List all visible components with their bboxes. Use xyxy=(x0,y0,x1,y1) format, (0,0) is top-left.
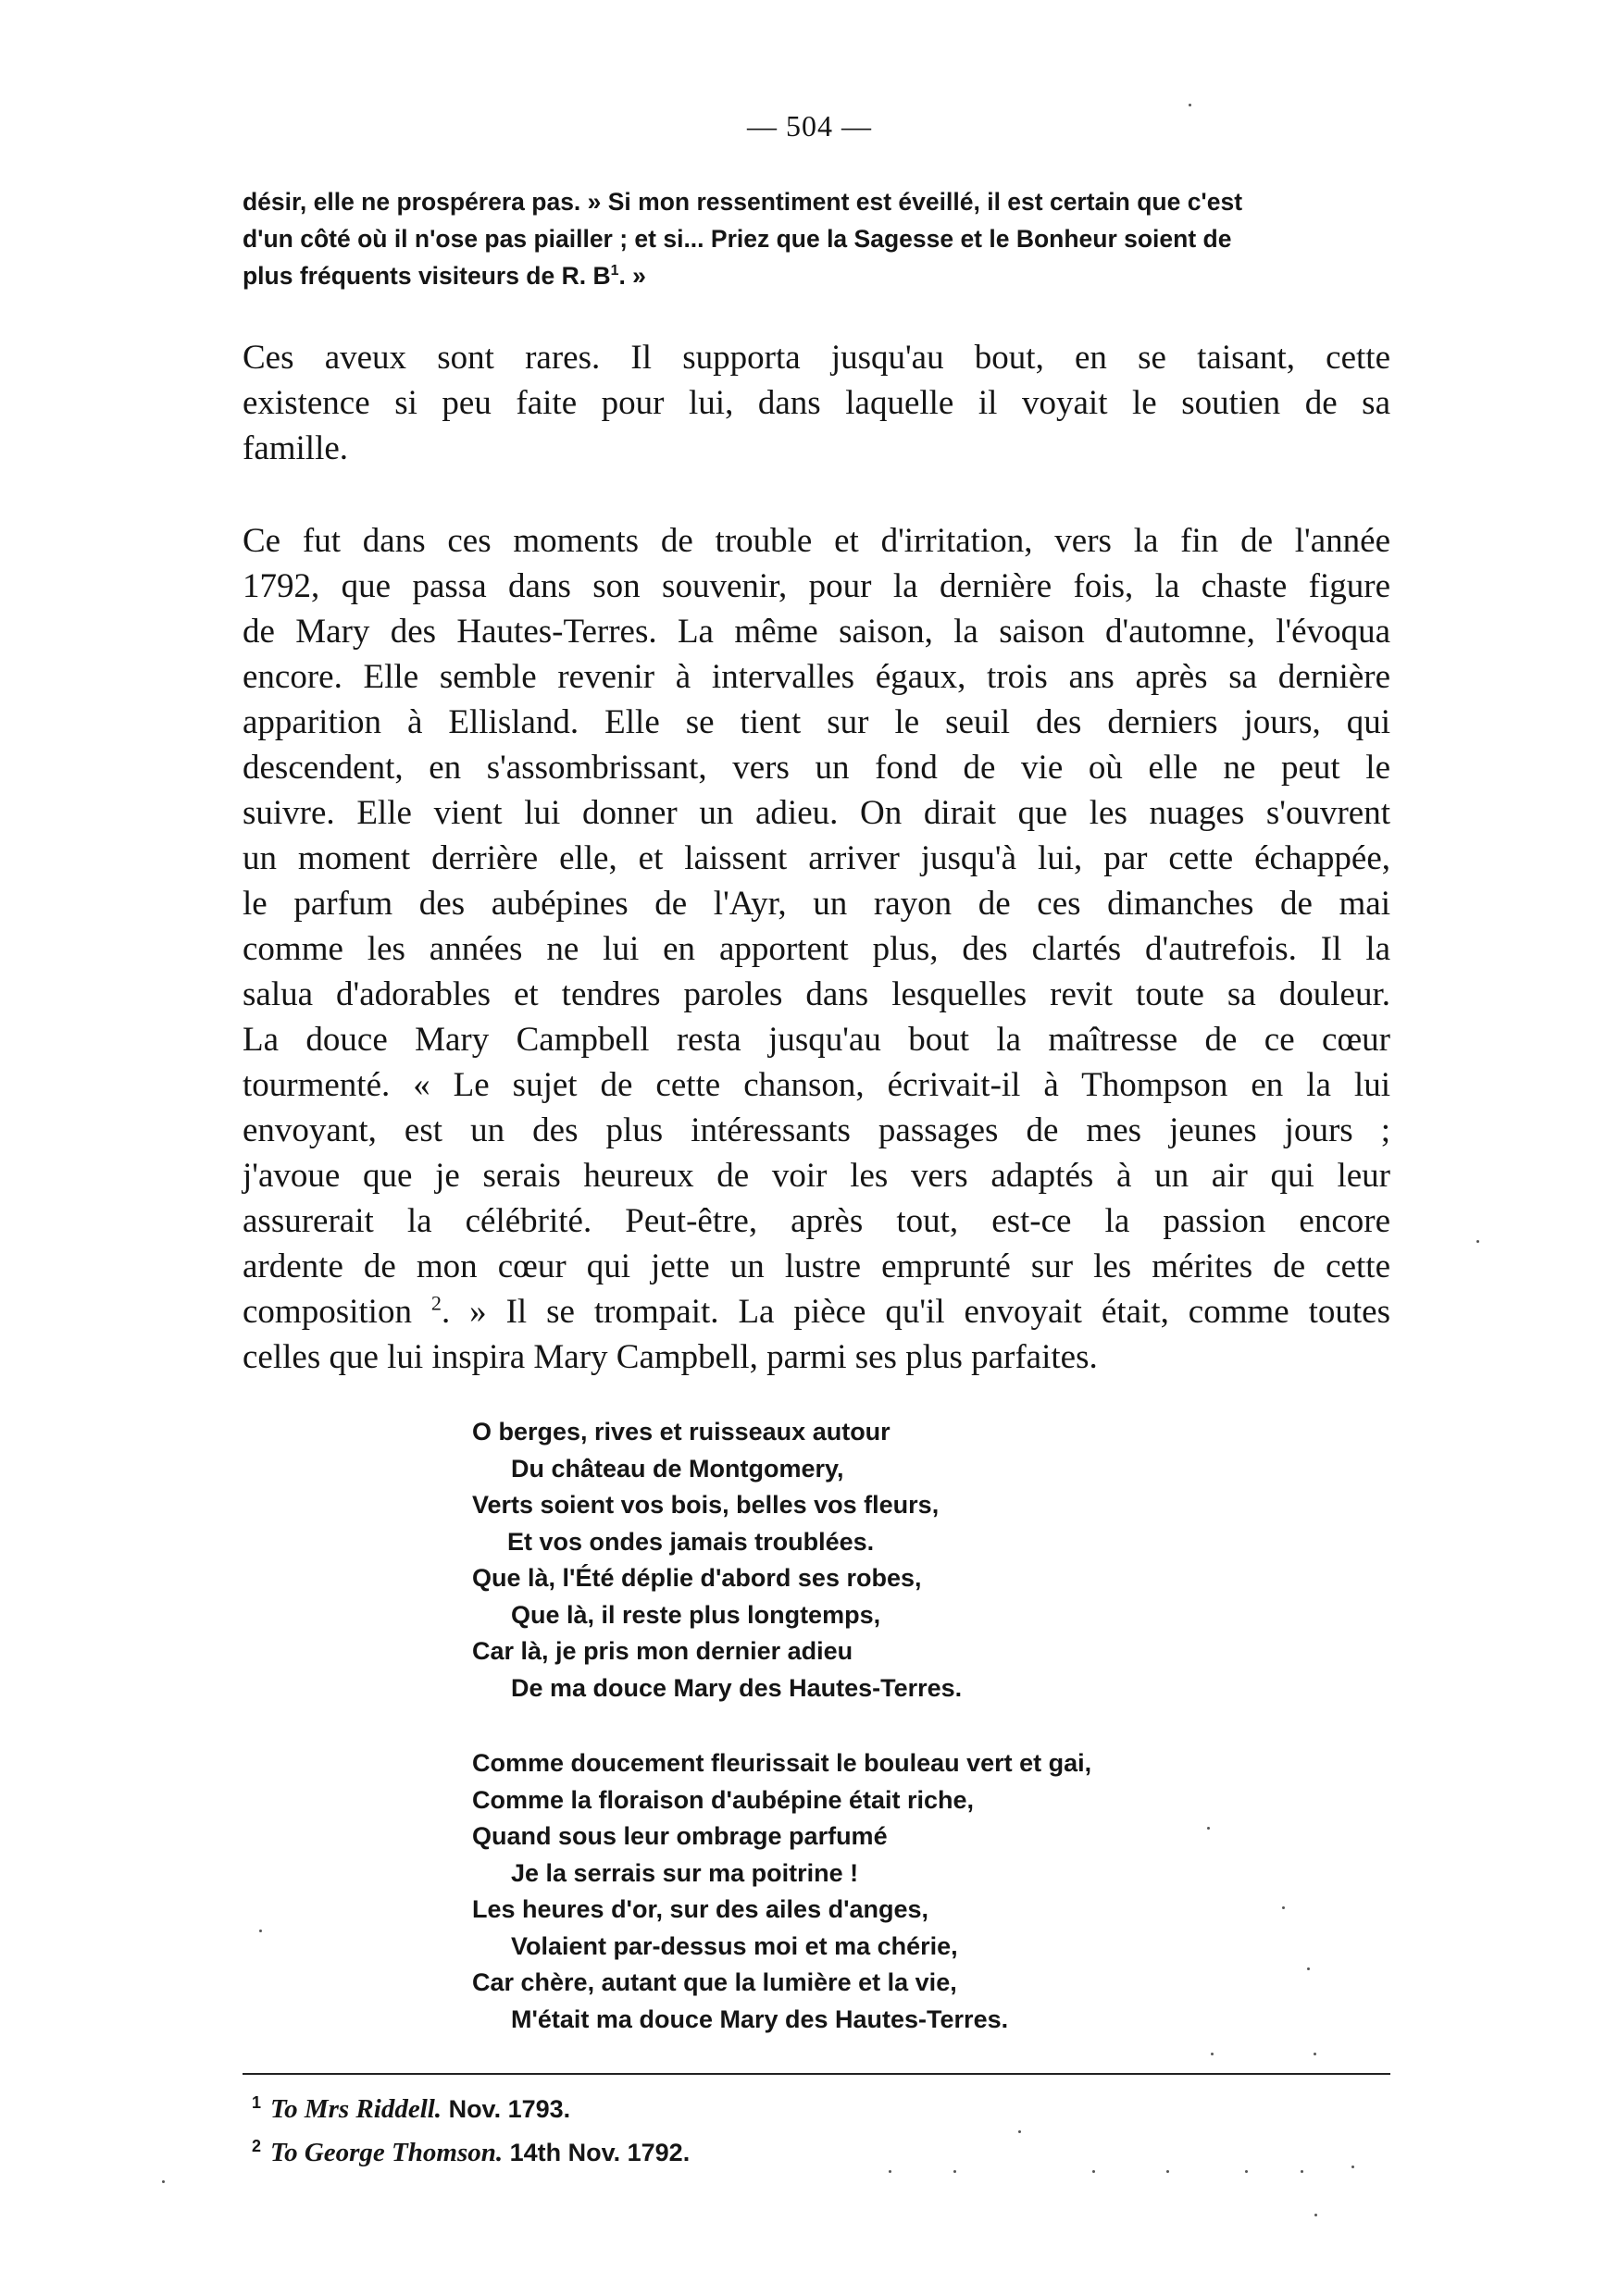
page-number: — 504 — xyxy=(747,109,872,143)
poem-line: Les heures d'or, sur des ailes d'anges, xyxy=(472,1895,929,1923)
scan-speck xyxy=(259,1930,262,1932)
paragraph-line: celles que lui inspira Mary Campbell, parmi ses plus parfaites. xyxy=(243,1338,1098,1376)
paragraph-line: salua d'adorables et tendres paroles dans lesquelles revit toute sa douleur. xyxy=(243,975,1390,1013)
paragraph-line: apparition à Ellisland. Elle se tient sur le seuil des derniers jours, qui xyxy=(243,703,1390,741)
poem-line: Du château de Montgomery, xyxy=(511,1454,844,1483)
paragraph-line: Ces aveux sont rares. Il supporta jusqu'au bout, en se taisant, cette xyxy=(243,339,1390,377)
scan-speck xyxy=(953,2170,956,2173)
poem-line: M'était ma douce Mary des Hautes-Terres. xyxy=(511,2004,1009,2033)
letter-line-text: plus fréquents visiteurs de R. B xyxy=(243,262,611,290)
paragraph-line: Ce fut dans ces moments de trouble et d'irritation, vers la fin de l'année xyxy=(243,522,1390,560)
paragraph-line: un moment derrière elle, et laissent arriver jusqu'à lui, par cette échappée, xyxy=(243,839,1390,877)
scan-speck xyxy=(1166,2170,1169,2173)
letter-line xyxy=(243,257,1390,294)
poem-line: Volaient par-dessus moi et ma chérie, xyxy=(511,1931,958,1960)
poem-stanza-2 xyxy=(472,1745,1305,2038)
paragraph-line: comme les années ne lui en apportent plus, des clartés d'autrefois. Il la xyxy=(243,930,1390,968)
letter-line: d'un côté où il n'ose pas piailler ; et si... Priez que la Sagesse et le Bonheur soient de xyxy=(243,225,1232,253)
paragraph-line: 1792, que passa dans son souvenir, pour la dernière fois, la chaste figure xyxy=(243,567,1390,605)
poem-line: Quand sous leur ombrage parfumé xyxy=(472,1822,888,1850)
paragraph-line: La douce Mary Campbell resta jusqu'au bout la maîtresse de ce cœur xyxy=(243,1021,1390,1059)
paragraph-line: le parfum des aubépines de l'Ayr, un rayon de ces dimanches de mai xyxy=(243,885,1390,923)
poem-line: Que là, l'Été déplie d'abord ses robes, xyxy=(472,1564,922,1592)
poem-stanza-1 xyxy=(472,1414,1305,1706)
letter-line-end: . » xyxy=(618,262,646,290)
paragraph-line: famille. xyxy=(243,429,349,467)
scan-speck xyxy=(1245,2170,1248,2173)
poem-line: Que là, il reste plus longtemps, xyxy=(511,1600,881,1629)
footnote-1 xyxy=(252,2084,1270,2128)
scan-speck xyxy=(1314,2053,1316,2055)
poem-line: O berges, rives et ruisseaux autour xyxy=(472,1418,890,1446)
poem-line: Comme la floraison d'aubépine était riche, xyxy=(472,1785,975,1814)
paragraph-line: j'avoue que je serais heureux de voir les vers adaptés à un air qui leur xyxy=(243,1157,1390,1195)
poem-line: Je la serrais sur ma poitrine ! xyxy=(511,1858,859,1887)
scan-speck xyxy=(1282,1906,1285,1909)
paragraph-line: tourmenté. « Le sujet de cette chanson, écrivait-il à Thompson en la lui xyxy=(243,1066,1390,1104)
scan-speck xyxy=(1211,2053,1214,2055)
poem-line: Et vos ondes jamais troublées. xyxy=(507,1527,875,1556)
footnote-mark: 2 xyxy=(252,2137,262,2155)
footnote-divider xyxy=(243,2073,1390,2075)
footnote-ref-2: 2 xyxy=(430,1291,442,1315)
poem-line: De ma douce Mary des Hautes-Terres. xyxy=(511,1673,963,1702)
paragraph-line-end: . » Il se trompait. La pièce qu'il envoyait était, comme toutes xyxy=(441,1293,1390,1331)
poem-line: Comme doucement fleurissait le bouleau vert et gai, xyxy=(472,1749,1092,1777)
footnote-date: Nov. 1793. xyxy=(442,2095,571,2123)
poem-line: Car là, je pris mon dernier adieu xyxy=(472,1637,853,1665)
letter-line: désir, elle ne prospérera pas. » Si mon ressentiment est éveillé, il est certain que c'est xyxy=(243,188,1243,216)
scan-speck xyxy=(1476,1240,1479,1243)
paragraph-line: existence si peu faite pour lui, dans laquelle il voyait le soutien de sa xyxy=(243,384,1390,422)
scan-speck xyxy=(1207,1827,1210,1830)
footnote-recipient: To Mrs Riddell. xyxy=(270,2094,442,2124)
footnote-2 xyxy=(252,2128,1270,2171)
paragraph-line: encore. Elle semble revenir à intervalles égaux, trois ans après sa dernière xyxy=(243,658,1390,696)
paragraph-line: de Mary des Hautes-Terres. La même saison, la saison d'automne, l'évoqua xyxy=(243,613,1390,651)
scan-speck xyxy=(162,2180,165,2183)
footnote-date: 14th Nov. 1792. xyxy=(503,2139,691,2166)
scan-speck xyxy=(1189,104,1191,106)
paragraph-line-start: composition xyxy=(243,1293,431,1331)
footnote-ref-1: 1 xyxy=(610,263,619,279)
letter-quote xyxy=(243,183,1390,294)
scan-speck xyxy=(889,2170,891,2173)
paragraph-line: ardente de mon cœur qui jette un lustre emprunté sur les mérites de cette xyxy=(243,1247,1390,1285)
paragraph-line xyxy=(243,1289,1390,1334)
poem-line: Car chère, autant que la lumière et la vie, xyxy=(472,1968,957,1996)
paragraph-line: suivre. Elle vient lui donner un adieu. On dirait que les nuages s'ouvrent xyxy=(243,794,1390,832)
scan-speck xyxy=(1301,2170,1303,2173)
scan-speck xyxy=(1314,2214,1317,2216)
poem-line: Verts soient vos bois, belles vos fleurs, xyxy=(472,1491,940,1519)
paragraph-1 xyxy=(243,335,1390,471)
paragraph-line: descendent, en s'assombrissant, vers un fond de vie où elle ne peut le xyxy=(243,749,1390,787)
footnote-mark: 1 xyxy=(252,2093,262,2112)
scan-speck xyxy=(1307,1967,1310,1970)
scan-speck xyxy=(1092,2170,1095,2173)
scan-speck xyxy=(1018,2130,1021,2133)
paragraph-2 xyxy=(243,518,1390,1380)
scan-speck xyxy=(1351,2166,1354,2168)
paragraph-line: envoyant, est un des plus intéressants passages de mes jeunes jours ; xyxy=(243,1111,1390,1149)
footnote-recipient: To George Thomson. xyxy=(270,2138,504,2167)
footnotes xyxy=(252,2084,1270,2171)
paragraph-line: assurerait la célébrité. Peut-être, après tout, est-ce la passion encore xyxy=(243,1202,1390,1240)
